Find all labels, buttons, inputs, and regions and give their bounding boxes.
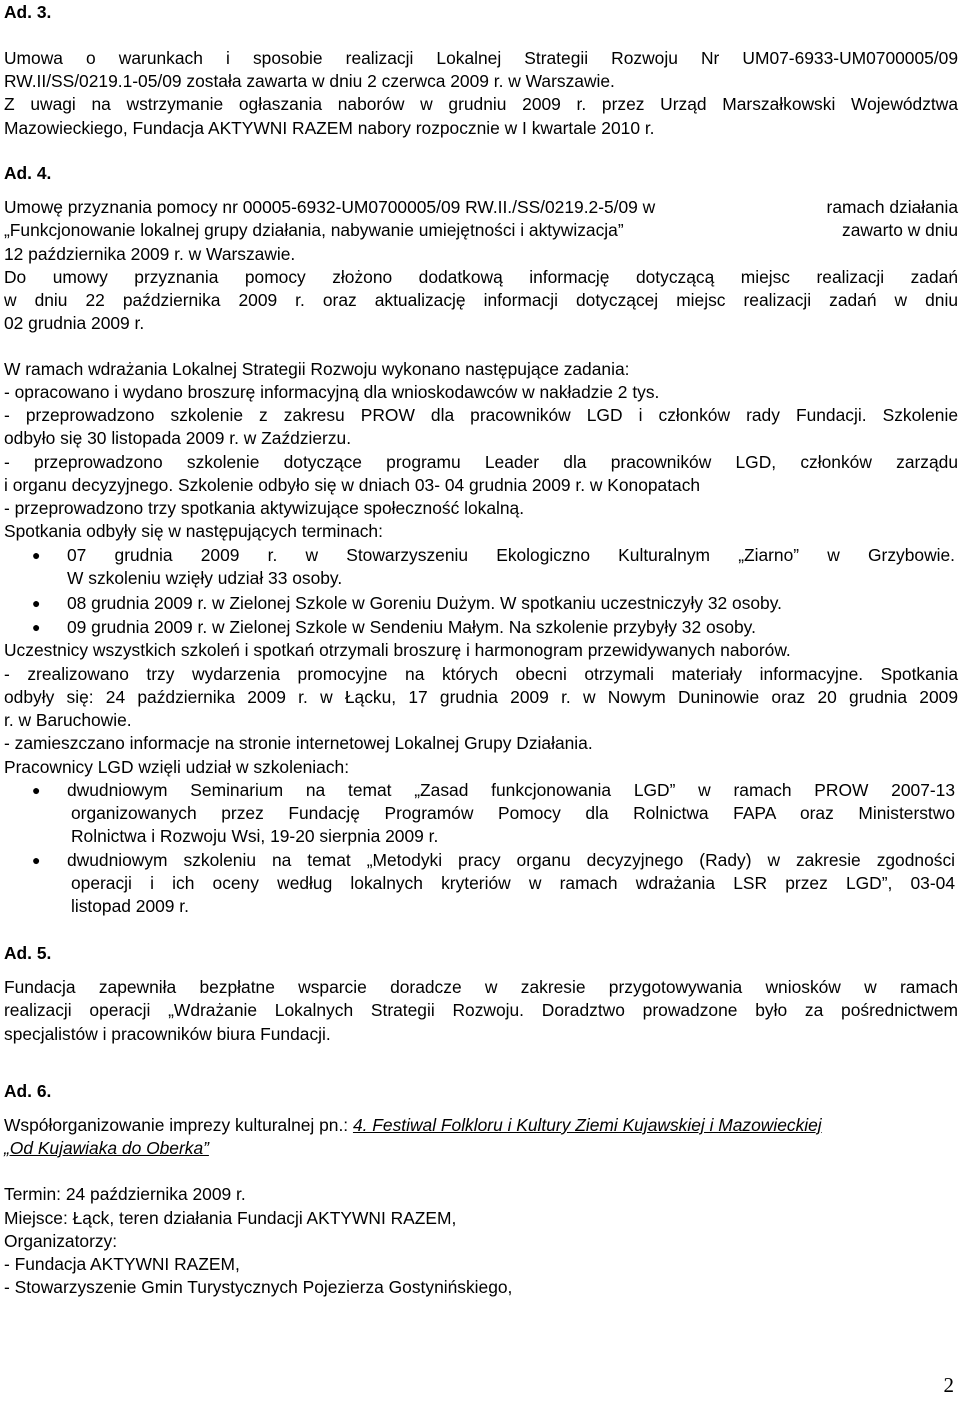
bullet-dot-icon: ● xyxy=(32,852,41,868)
text-line: - Stowarzyszenie Gmin Turystycznych Pojezierza Gostynińskiego, xyxy=(4,1277,513,1297)
text-line: Umowa o warunkach i sposobie realizacji Lokalnej Strategii Rozwoju Nr UM07-6933-UM0700005/09 xyxy=(4,48,958,68)
text-line: - zrealizowano trzy wydarzenia promocyjne na których obecni otrzymali materiały informacyjne. Spotkania xyxy=(4,664,958,684)
text-line: Do umowy przyznania pomocy złożono dodatkową informację dotyczącą miejsc realizacji zadań xyxy=(4,267,958,287)
list-item: organizowanych przez Fundację Programów Pomocy dla Rolnictwa FAPA oraz Ministerstwo xyxy=(71,803,955,823)
text-line: 12 października 2009 r. w Warszawie. xyxy=(4,244,296,264)
text-line: 02 grudnia 2009 r. xyxy=(4,313,145,333)
text-line: - przeprowadzono szkolenie z zakresu PROW dla pracowników LGD i członków rady Fundacji. Szkolenie xyxy=(4,405,958,425)
text-line: Uczestnicy wszystkich szkoleń i spotkań otrzymali broszurę i harmonogram przewidywanych naborów. xyxy=(4,640,791,660)
list-item: listopad 2009 r. xyxy=(71,896,189,916)
text-fragment: zawarto w dniu xyxy=(842,220,958,240)
text-line: - przeprowadzono trzy spotkania aktywizujące społeczność lokalną. xyxy=(4,498,525,518)
text-line: w dniu 22 października 2009 r. oraz aktualizację informacji dotyczącej miejsc realizacji zadań w dniu xyxy=(4,290,958,310)
text-line xyxy=(4,220,958,240)
text-line: W ramach wdrażania Lokalnej Strategii Rozwoju wykonano następujące zadania: xyxy=(4,359,630,379)
text-line xyxy=(4,1115,822,1135)
bullet-dot-icon: ● xyxy=(32,595,41,611)
text-line: - zamieszczano informacje na stronie internetowej Lokalnej Grupy Działania. xyxy=(4,733,593,753)
list-item: 09 grudnia 2009 r. w Zielonej Szkole w Sendeniu Małym. Na szkolenie przybyły 32 osoby. xyxy=(67,617,756,637)
section-heading-ad4: Ad. 4. xyxy=(4,163,52,183)
list-item: dwudniowym szkoleniu na temat „Metodyki pracy organu decyzyjnego (Rady) w zakresie zgodności xyxy=(67,850,955,870)
list-item: Rolnictwa i Rozwoju Wsi, 19-20 sierpnia 2009 r. xyxy=(71,826,439,846)
text-line: Pracownicy LGD wzięli udział w szkoleniach: xyxy=(4,757,350,777)
text-line: - opracowano i wydano broszurę informacyjną dla wnioskodawców w nakładzie 2 tys. xyxy=(4,382,660,402)
event-title-continued: „Od Kujawiaka do Oberka” xyxy=(4,1138,209,1158)
text-line: Termin: 24 października 2009 r. xyxy=(4,1184,246,1204)
bullet-dot-icon: ● xyxy=(32,782,41,798)
text-line: Miejsce: Łąck, teren działania Fundacji AKTYWNI RAZEM, xyxy=(4,1208,457,1228)
list-item: 08 grudnia 2009 r. w Zielonej Szkole w Goreniu Dużym. W spotkaniu uczestniczyły 32 osoby. xyxy=(67,593,782,613)
text-line: - Fundacja AKTYWNI RAZEM, xyxy=(4,1254,240,1274)
bullet-dot-icon: ● xyxy=(32,547,41,563)
text-line: Spotkania odbyły się w następujących terminach: xyxy=(4,521,383,541)
text-line xyxy=(4,197,958,217)
bullet-dot-icon: ● xyxy=(32,619,41,635)
text-line: specjalistów i pracowników biura Fundacji. xyxy=(4,1024,331,1044)
text-line: Z uwagi na wstrzymanie ogłaszania naborów w grudniu 2009 r. przez Urząd Marszałkowski Województwa xyxy=(4,94,958,114)
list-item: W szkoleniu wzięły udział 33 osoby. xyxy=(67,568,343,588)
text-line: Fundacja zapewniła bezpłatne wsparcie doradcze w zakresie przygotowywania wniosków w ramach xyxy=(4,977,958,997)
text-fragment: Umowę przyznania pomocy nr 00005-6932-UM0700005/09 RW.II./SS/0219.2-5/09 w xyxy=(4,197,656,217)
event-title: 4. Festiwal Folkloru i Kultury Ziemi Kujawskiej i Mazowieckiej xyxy=(352,1115,822,1135)
text-line: RW.II/SS/0219.1-05/09 została zawarta w dniu 2 czerwca 2009 r. w Warszawie. xyxy=(4,71,615,91)
text-fragment: Współorganizowanie imprezy kulturalnej pn.: xyxy=(4,1115,353,1135)
list-item: dwudniowym Seminarium na temat „Zasad funkcjonowania LGD” w ramach PROW 2007-13 xyxy=(67,780,955,800)
text-line: realizacji operacji „Wdrażanie Lokalnych Strategii Rozwoju. Doradztwo prowadzone było za pośrednictwem xyxy=(4,1000,958,1020)
text-fragment: „Funkcjonowanie lokalnej grupy działania, nabywanie umiejętności i aktywizacja” xyxy=(4,220,624,240)
section-heading-ad3: Ad. 3. xyxy=(4,2,52,22)
section-heading-ad5: Ad. 5. xyxy=(4,943,52,963)
text-line: Organizatorzy: xyxy=(4,1231,118,1251)
text-line: odbyły się: 24 października 2009 r. w Łącku, 17 grudnia 2009 r. w Nowym Duninowie oraz 20 grudnia 2009 xyxy=(4,687,958,707)
text-line: r. w Baruchowie. xyxy=(4,710,132,730)
text-line: odbyło się 30 listopada 2009 r. w Zaździerzu. xyxy=(4,428,352,448)
list-item: operacji i ich oceny według lokalnych kryteriów w ramach wdrażania LSR przez LGD”, 03-04 xyxy=(71,873,955,893)
text-line: Mazowieckiego, Fundacja AKTYWNI RAZEM nabory rozpocznie w I kwartale 2010 r. xyxy=(4,118,655,138)
page-number: 2 xyxy=(943,1373,954,1397)
list-item: 07 grudnia 2009 r. w Stowarzyszeniu Ekologiczno Kulturalnym „Ziarno” w Grzybowie. xyxy=(67,545,955,565)
text-line: i organu decyzyjnego. Szkolenie odbyło się w dniach 03- 04 grudnia 2009 r. w Konopatach xyxy=(4,475,701,495)
section-heading-ad6: Ad. 6. xyxy=(4,1081,52,1101)
text-line: - przeprowadzono szkolenie dotyczące programu Leader dla pracowników LGD, członków zarządu xyxy=(4,452,958,472)
text-fragment: ramach działania xyxy=(826,197,958,217)
